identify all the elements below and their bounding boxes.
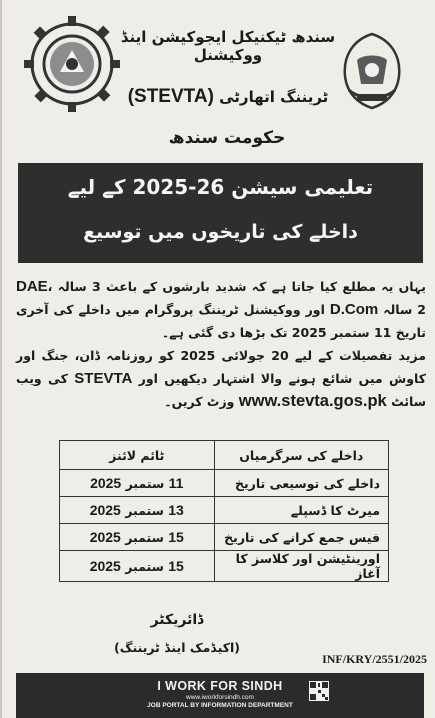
p2-text-b: کی ویب سائٹ bbox=[16, 371, 426, 409]
date-cell bbox=[60, 470, 215, 497]
date-month: ستمبر bbox=[125, 476, 165, 491]
date-day: 11 bbox=[168, 475, 184, 491]
dae-label: DAE bbox=[16, 278, 48, 295]
signatory-department: (اکیڈمک اینڈ ٹریننگ) bbox=[113, 640, 240, 655]
stevta-label: STEVTA bbox=[74, 370, 133, 387]
footer-banner bbox=[16, 673, 424, 718]
date-year: 2025 bbox=[90, 475, 122, 491]
date-year: 2025 bbox=[89, 529, 121, 545]
stevta-gear-logo-icon bbox=[22, 14, 122, 114]
date-cell bbox=[60, 551, 215, 582]
notice-paragraph-2 bbox=[16, 344, 426, 413]
footer-subtitle bbox=[16, 702, 424, 709]
sindh-government-emblem-icon bbox=[335, 30, 409, 110]
p1-text-c: اور ووکیشنل ٹریننگ پروگرام میں داخلے کی آخری تاریخ 11 ستمبر 2025 تک بڑھا دی گئی ہے۔ bbox=[16, 302, 426, 340]
signatory-title: ڈائریکٹر bbox=[150, 612, 204, 628]
date-month: ستمبر bbox=[125, 559, 164, 574]
date-day: 15 bbox=[168, 529, 184, 545]
table-row bbox=[60, 551, 389, 582]
org-abbreviation: (STEVTA) bbox=[127, 86, 214, 107]
admission-schedule-table bbox=[59, 440, 389, 582]
headline-banner bbox=[18, 163, 423, 263]
website-url: www.stevta.gos.pk bbox=[238, 392, 387, 410]
p1-text-a: یہاں یہ مطلع کیا جاتا ہے کہ شدید بارشوں کے باعث 3 سالہ bbox=[52, 279, 426, 294]
date-cell bbox=[60, 524, 215, 551]
table-row bbox=[60, 524, 389, 551]
org-name-line2-urdu: ٹریننگ اتھارٹی bbox=[219, 88, 329, 106]
activity-cell: میرٹ کا ڈسپلے bbox=[214, 497, 389, 524]
table-row bbox=[60, 497, 389, 524]
footer-subtitle-2: INFORMATION DEPARTMENT bbox=[200, 702, 293, 709]
column-header-timeline: ٹائم لائنز bbox=[60, 441, 215, 470]
column-header-activity: داخلے کی سرگرمیاں bbox=[214, 441, 389, 470]
date-cell bbox=[60, 497, 215, 524]
date-day: 15 bbox=[168, 558, 184, 574]
footer-website: www.iworkforsindh.com bbox=[186, 694, 254, 701]
org-name-urdu: سندھ ٹیکنیکل ایجوکیشن اینڈ ووکیشنل bbox=[120, 28, 336, 64]
activity-cell: داخلے کی توسیعی تاریخ bbox=[214, 470, 389, 497]
date-year: 2025 bbox=[89, 558, 121, 574]
qr-code-icon bbox=[309, 681, 329, 701]
p2-text-c: وزٹ کریں۔ bbox=[164, 394, 239, 409]
activity-cell: فیس جمع کرانے کی تاریخ bbox=[214, 524, 389, 551]
p1-text-b: ، 2 سالہ bbox=[47, 279, 426, 317]
date-year: 2025 bbox=[89, 502, 121, 518]
government-of-sindh: حکومت سندھ bbox=[168, 128, 286, 148]
date-month: ستمبر bbox=[125, 503, 164, 518]
headline-extension: داخلے کی تاریخوں میں توسیع bbox=[83, 221, 358, 243]
headline-session: تعلیمی سیشن 26-2025 کے لیے bbox=[67, 175, 374, 199]
date-day: 13 bbox=[168, 502, 184, 518]
header bbox=[2, 0, 435, 160]
notice-paragraph-1 bbox=[16, 275, 426, 344]
notice-body bbox=[16, 275, 426, 413]
table-header-row bbox=[60, 441, 389, 470]
date-month: ستمبر bbox=[125, 530, 164, 545]
reference-number: INF/KRY/2551/2025 bbox=[322, 652, 427, 666]
dcom-label: D.Com bbox=[329, 301, 379, 318]
table-row bbox=[60, 470, 389, 497]
activity-cell: اورینٹیشن اور کلاسز کا آغاز bbox=[214, 551, 389, 582]
footer-subtitle-1: JOB PORTAL BY bbox=[147, 702, 200, 709]
org-name-line2 bbox=[108, 86, 348, 108]
p2-text-a: مزید تفصیلات کے لیے 20 جولائی 2025 کو روزنامہ ڈان، جنگ اور کاوش میں شائع ہونے والا اشتہار دیکھیں اور bbox=[16, 348, 426, 386]
footer-brand: I WORK FOR SINDH bbox=[157, 679, 283, 693]
